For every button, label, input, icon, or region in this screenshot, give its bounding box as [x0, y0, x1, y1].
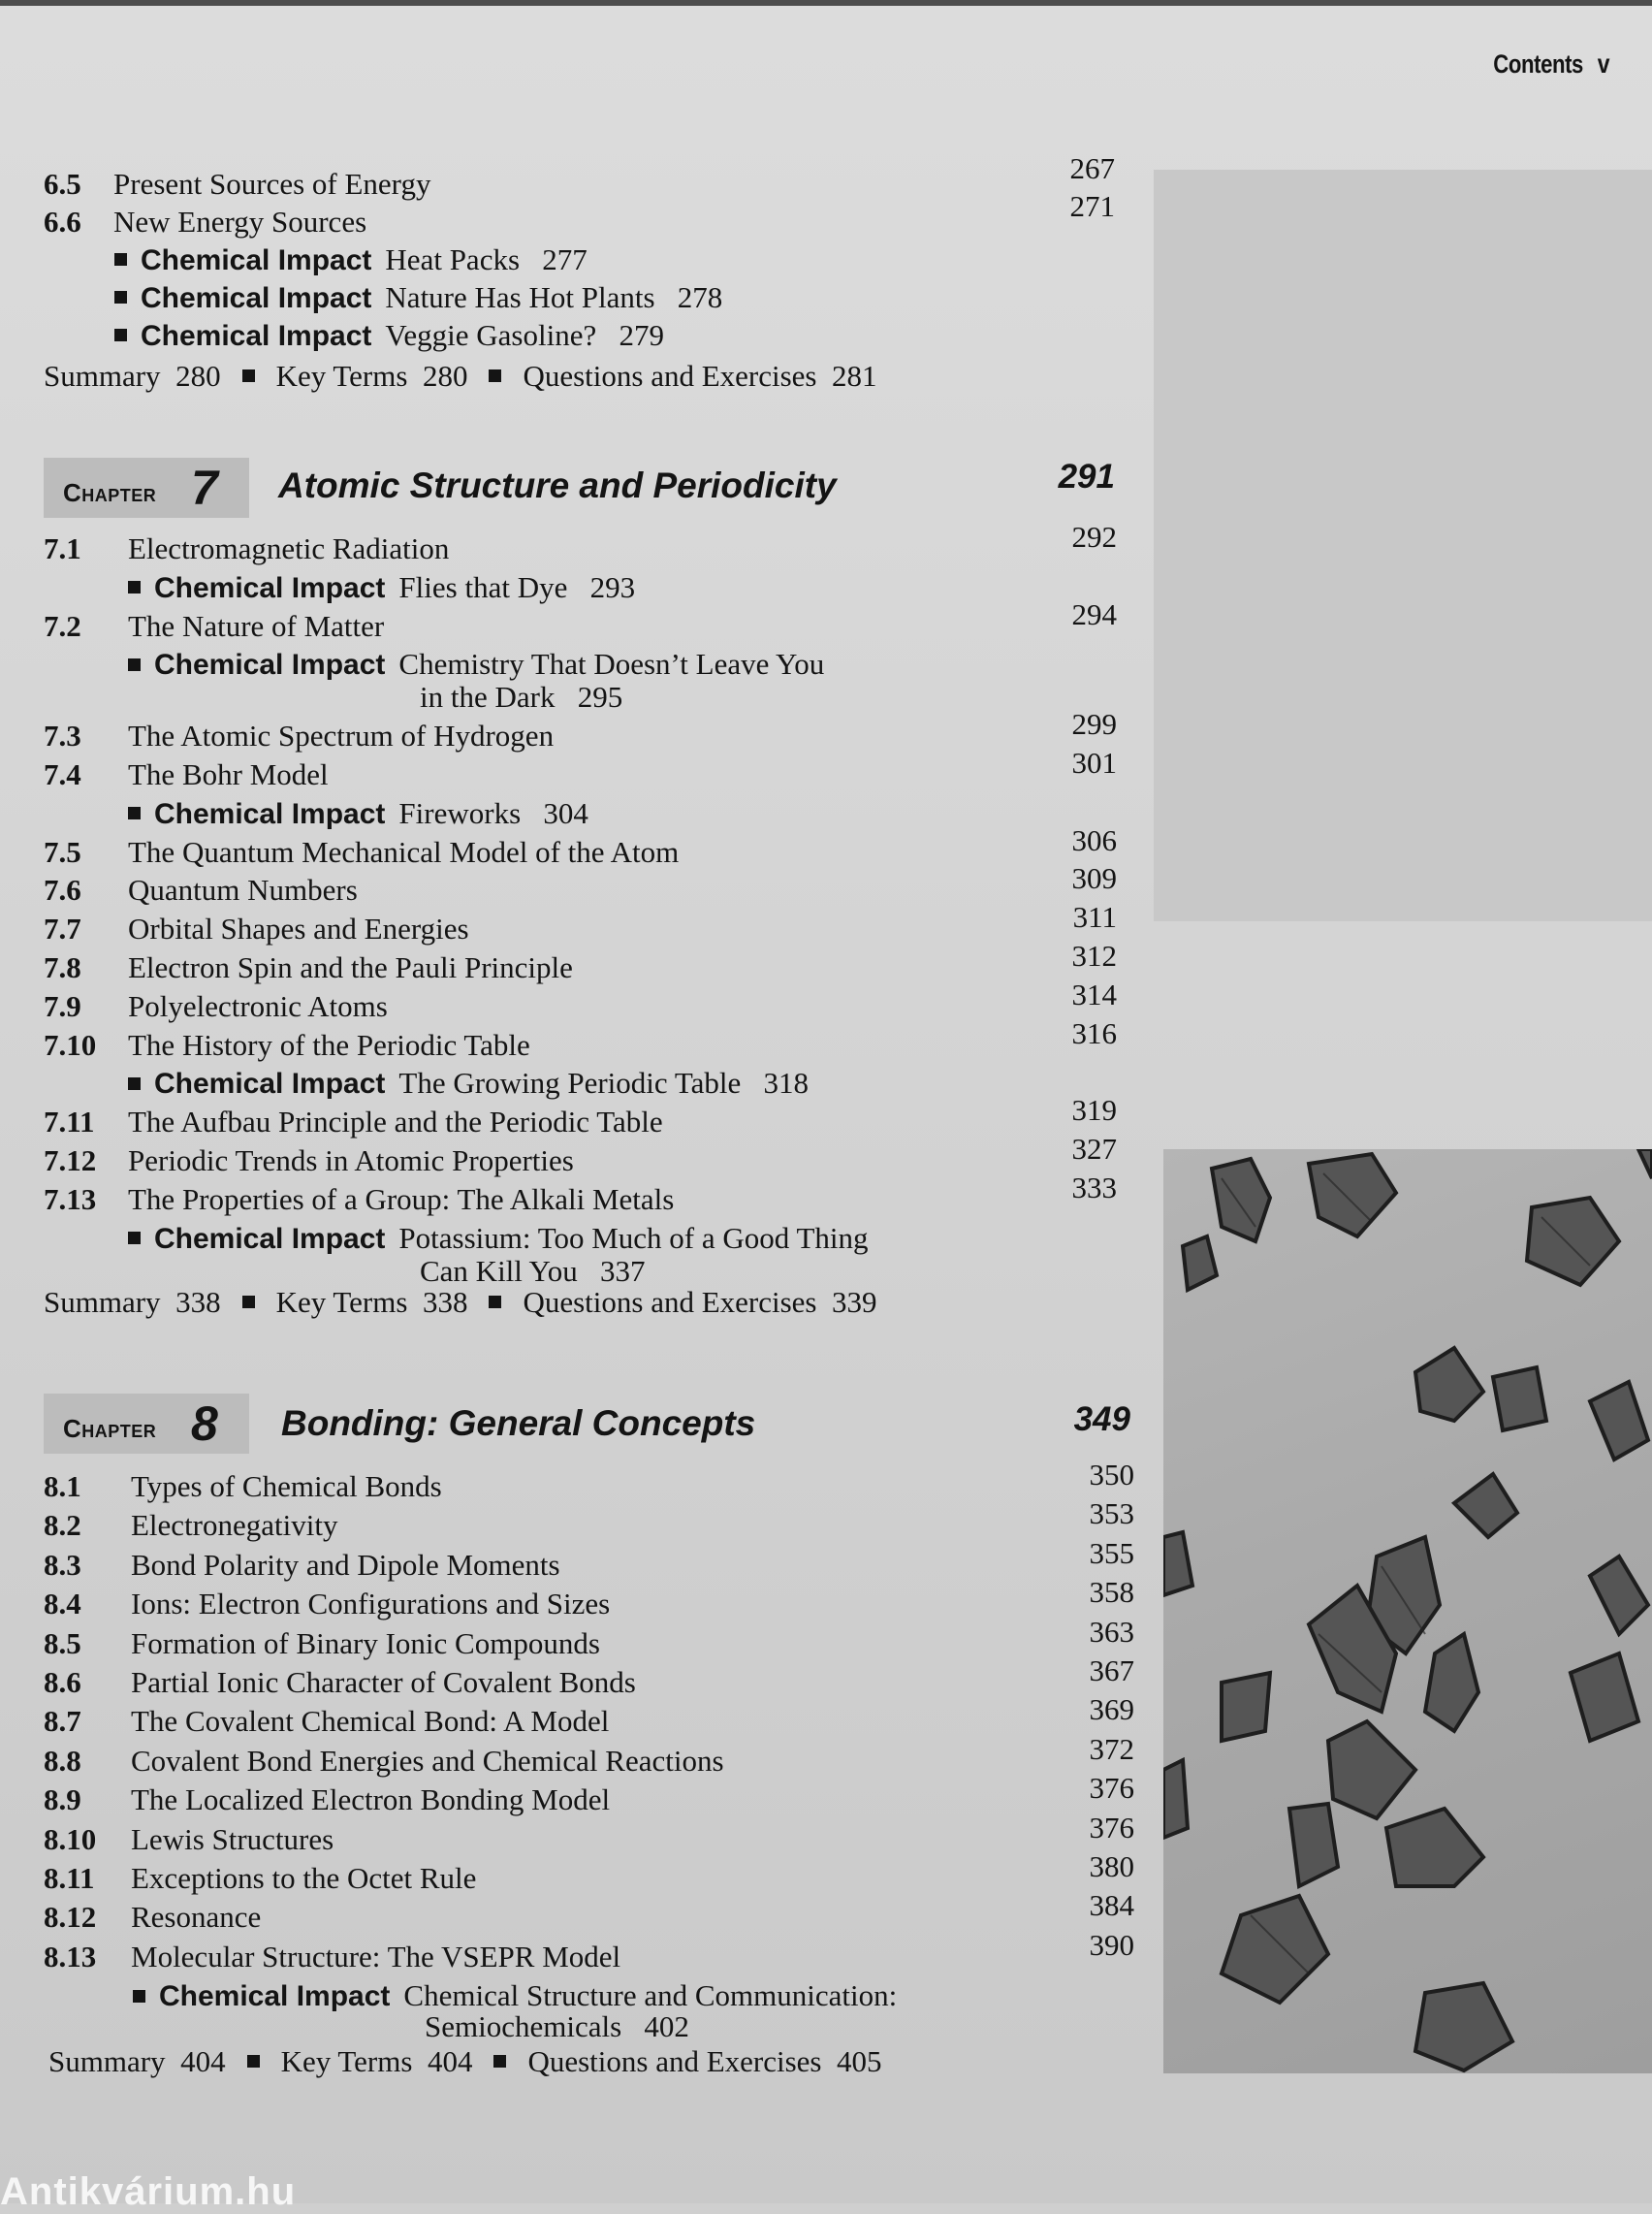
page-number: 380	[1089, 1849, 1134, 1883]
chemical-impact-entry[interactable]	[114, 280, 722, 315]
page-number: 333	[1071, 1170, 1117, 1204]
bullet-icon	[128, 1232, 141, 1244]
page-number: 384	[1089, 1888, 1134, 1923]
chapter-7-title[interactable]: Atomic Structure and Periodicity	[278, 465, 837, 505]
section-title: Electromagnetic Radiation	[128, 531, 450, 565]
page-number: 271	[1069, 189, 1115, 223]
bullet-icon	[128, 658, 141, 671]
chemical-impact-entry[interactable]	[128, 1066, 809, 1101]
chapter-summary-line	[44, 359, 876, 394]
running-header	[1493, 48, 1609, 80]
page-number: 339	[831, 1285, 877, 1319]
section-title: Electron Spin and the Pauli Principle	[128, 950, 573, 984]
impact-title-continued: Can Kill You	[420, 1253, 578, 1288]
page-number: 306	[1071, 822, 1117, 857]
page-number: 367	[1089, 1653, 1134, 1687]
bullet-icon	[489, 369, 501, 382]
section-number: 6.6	[44, 205, 81, 239]
header-title: Contents	[1493, 49, 1583, 79]
section-number: 7.1	[44, 531, 81, 565]
section-title: Exceptions to the Octet Rule	[131, 1861, 477, 1895]
watermark: Antikvárium.hu	[0, 2170, 297, 2213]
page-number: 309	[1071, 861, 1117, 896]
page-number: 404	[180, 2044, 226, 2078]
questions-link[interactable]: Questions and Exercises	[527, 2044, 822, 2078]
impact-title: Chemical Structure and Communication:	[403, 1978, 898, 2013]
key-terms-link[interactable]: Key Terms	[275, 359, 408, 393]
section-title: The Nature of Matter	[128, 608, 385, 643]
chemical-impact-label: Chemical Impact	[159, 1980, 391, 2013]
chemical-impact-entry[interactable]	[128, 570, 635, 605]
section-number: 8.9	[44, 1782, 81, 1817]
page-number: 299	[1071, 707, 1117, 742]
chapter-word: Chapter	[63, 478, 157, 507]
bullet-icon	[133, 1990, 145, 2003]
page-number: 319	[1071, 1093, 1117, 1128]
page-number: 301	[1071, 746, 1117, 780]
page-number: 316	[1071, 1015, 1117, 1050]
impact-title: Veggie Gasoline?	[385, 318, 597, 352]
chemical-impact-entry[interactable]	[133, 1978, 897, 2013]
impact-title: Heat Packs	[385, 242, 521, 276]
chemical-impact-label: Chemical Impact	[141, 282, 372, 314]
page-number: 314	[1071, 977, 1117, 1011]
page-number: 372	[1089, 1731, 1134, 1766]
section-number: 7.5	[44, 834, 81, 869]
section-number: 7.3	[44, 719, 81, 754]
questions-link[interactable]: Questions and Exercises	[523, 359, 817, 393]
impact-title: Flies that Dye	[398, 569, 568, 604]
chemical-impact-label: Chemical Impact	[141, 244, 372, 276]
section-title: The Localized Electron Bonding Model	[131, 1782, 611, 1817]
section-title: The Atomic Spectrum of Hydrogen	[128, 719, 555, 754]
section-number: 8.7	[44, 1704, 81, 1739]
bullet-icon	[128, 1077, 141, 1090]
page-number: 281	[831, 359, 877, 393]
page-number: 404	[427, 2044, 473, 2078]
section-number: 7.12	[44, 1143, 97, 1177]
section-title: Electronegativity	[131, 1508, 338, 1543]
page-number: 369	[1089, 1692, 1134, 1727]
section-number: 8.4	[44, 1587, 81, 1621]
summary-link[interactable]: Summary	[48, 2044, 166, 2078]
section-number: 7.6	[44, 873, 81, 908]
impact-title: Chemistry That Doesn’t Leave You	[398, 647, 825, 682]
chapter-summary-line	[44, 1285, 876, 1320]
chapter-8-page: 349	[1073, 1400, 1130, 1438]
chemical-impact-entry-continued[interactable]	[420, 680, 622, 715]
chemical-impact-entry-continued[interactable]	[425, 2009, 689, 2044]
page-number: 402	[644, 2009, 689, 2044]
questions-link[interactable]: Questions and Exercises	[523, 1285, 817, 1319]
page-number: 353	[1089, 1496, 1134, 1531]
impact-title: Fireworks	[398, 795, 522, 830]
page-number: 355	[1089, 1535, 1134, 1570]
page-number: 267	[1069, 151, 1115, 185]
page-number: 304	[543, 795, 588, 830]
section-title: Partial Ionic Character of Covalent Bonds	[131, 1665, 636, 1699]
section-number: 8.2	[44, 1508, 81, 1543]
bullet-icon	[242, 369, 255, 382]
page-number: 338	[422, 1285, 468, 1319]
section-number: 8.5	[44, 1625, 81, 1660]
section-title: The Properties of a Group: The Alkali Metals	[128, 1181, 675, 1216]
bullet-icon	[114, 291, 127, 304]
chemical-impact-label: Chemical Impact	[154, 571, 386, 604]
section-title: Covalent Bond Energies and Chemical Reactions	[131, 1743, 724, 1778]
chemical-impact-entry[interactable]	[128, 1221, 869, 1256]
page-number: 327	[1071, 1132, 1117, 1166]
page-number: 358	[1089, 1575, 1134, 1610]
page-number: 312	[1071, 939, 1117, 973]
section-title: Polyelectronic Atoms	[128, 988, 388, 1023]
chemical-impact-label: Chemical Impact	[154, 797, 386, 830]
chapter-8-title[interactable]: Bonding: General Concepts	[281, 1403, 756, 1443]
chemical-impact-label: Chemical Impact	[154, 1222, 386, 1255]
page-number: 280	[175, 359, 221, 393]
section-title: Orbital Shapes and Energies	[128, 912, 469, 947]
section-title: Resonance	[131, 1900, 262, 1935]
section-number: 8.6	[44, 1665, 81, 1699]
page-number: 405	[836, 2044, 882, 2078]
section-title: Ions: Electron Configurations and Sizes	[131, 1587, 611, 1621]
bullet-icon	[247, 2055, 260, 2068]
key-terms-link[interactable]: Key Terms	[280, 2044, 413, 2078]
page-number: 293	[589, 569, 636, 604]
chapter-word: Chapter	[63, 1414, 157, 1443]
section-number: 7.4	[44, 757, 81, 791]
page-number: 338	[175, 1285, 221, 1319]
header-page-numeral: v	[1597, 48, 1609, 79]
section-title: Present Sources of Energy	[113, 167, 431, 201]
impact-title-continued: in the Dark	[420, 680, 556, 715]
section-title: The History of the Periodic Table	[128, 1027, 530, 1062]
chemical-impact-label: Chemical Impact	[154, 649, 386, 682]
bullet-icon	[128, 581, 141, 594]
section-number: 8.12	[44, 1900, 97, 1935]
section-number: 7.13	[44, 1181, 97, 1216]
section-number: 7.10	[44, 1027, 97, 1062]
page-number: 295	[577, 680, 623, 715]
page-number: 278	[677, 280, 723, 314]
section-title: Formation of Binary Ionic Compounds	[131, 1625, 600, 1660]
chapter-number: 8	[191, 1396, 218, 1451]
page-number: 279	[619, 318, 664, 352]
page-number: 292	[1071, 520, 1117, 554]
page-number: 376	[1089, 1771, 1134, 1806]
chapter-summary-line	[48, 2044, 881, 2079]
section-number: 7.9	[44, 988, 81, 1023]
bullet-icon	[128, 807, 141, 819]
impact-title: Nature Has Hot Plants	[385, 280, 655, 314]
impact-title: Potassium: Too Much of a Good Thing	[398, 1220, 869, 1255]
section-title: Lewis Structures	[131, 1821, 334, 1856]
section-number: 8.8	[44, 1743, 81, 1778]
key-terms-link[interactable]: Key Terms	[275, 1285, 408, 1319]
section-title: The Bohr Model	[128, 757, 329, 791]
chemical-impact-entry[interactable]	[128, 647, 824, 682]
page-number: 318	[763, 1066, 809, 1101]
section-title: The Aufbau Principle and the Periodic Table	[128, 1105, 663, 1139]
section-title: Bond Polarity and Dipole Moments	[131, 1547, 560, 1582]
section-number: 8.13	[44, 1939, 97, 1973]
chemical-impact-label: Chemical Impact	[154, 1068, 386, 1101]
chemical-impact-entry[interactable]	[128, 796, 588, 831]
page-number: 350	[1089, 1458, 1134, 1492]
page-number: 376	[1089, 1810, 1134, 1845]
section-title: Periodic Trends in Atomic Properties	[128, 1143, 574, 1177]
chapter-number: 7	[191, 461, 218, 515]
chemical-impact-entry-continued[interactable]	[420, 1254, 646, 1289]
page-number: 311	[1072, 900, 1117, 935]
chapter-7-page: 291	[1058, 458, 1115, 496]
section-number: 6.5	[44, 167, 81, 201]
section-title: Molecular Structure: The VSEPR Model	[131, 1939, 621, 1973]
section-number: 7.2	[44, 608, 81, 643]
bullet-icon	[489, 1296, 501, 1308]
page-number: 294	[1071, 596, 1117, 631]
section-title: New Energy Sources	[113, 205, 367, 239]
section-number: 8.10	[44, 1821, 97, 1856]
chemical-impact-entry[interactable]	[114, 318, 664, 353]
summary-link[interactable]: Summary	[44, 359, 161, 393]
section-title: The Covalent Chemical Bond: A Model	[131, 1704, 610, 1739]
page-number: 277	[542, 242, 588, 276]
section-number: 7.11	[44, 1105, 95, 1139]
chemical-impact-entry[interactable]	[114, 242, 588, 277]
chemical-impact-label: Chemical Impact	[141, 320, 372, 352]
bullet-icon	[114, 329, 127, 341]
bullet-icon	[242, 1296, 255, 1308]
section-number: 8.3	[44, 1547, 81, 1582]
impact-title-continued: Semiochemicals	[425, 2009, 622, 2044]
bullet-icon	[114, 253, 127, 266]
section-title: Quantum Numbers	[128, 873, 358, 908]
summary-link[interactable]: Summary	[44, 1285, 161, 1319]
section-number: 8.1	[44, 1469, 81, 1503]
impact-title: The Growing Periodic Table	[398, 1066, 742, 1101]
section-number: 7.7	[44, 912, 81, 947]
chapter-7-label[interactable]	[44, 458, 249, 518]
page-number: 337	[600, 1253, 646, 1288]
right-margin-shade	[1154, 170, 1652, 921]
section-number: 7.8	[44, 950, 81, 984]
crystal-photo	[1163, 1149, 1652, 2073]
page-number: 280	[422, 359, 468, 393]
page-number: 363	[1089, 1614, 1134, 1649]
chapter-8-label[interactable]	[44, 1394, 249, 1454]
page-number: 390	[1089, 1927, 1134, 1962]
bullet-icon	[493, 2055, 506, 2068]
section-title: Types of Chemical Bonds	[131, 1469, 442, 1503]
section-number: 8.11	[44, 1861, 95, 1895]
section-title: The Quantum Mechanical Model of the Atom	[128, 834, 680, 869]
